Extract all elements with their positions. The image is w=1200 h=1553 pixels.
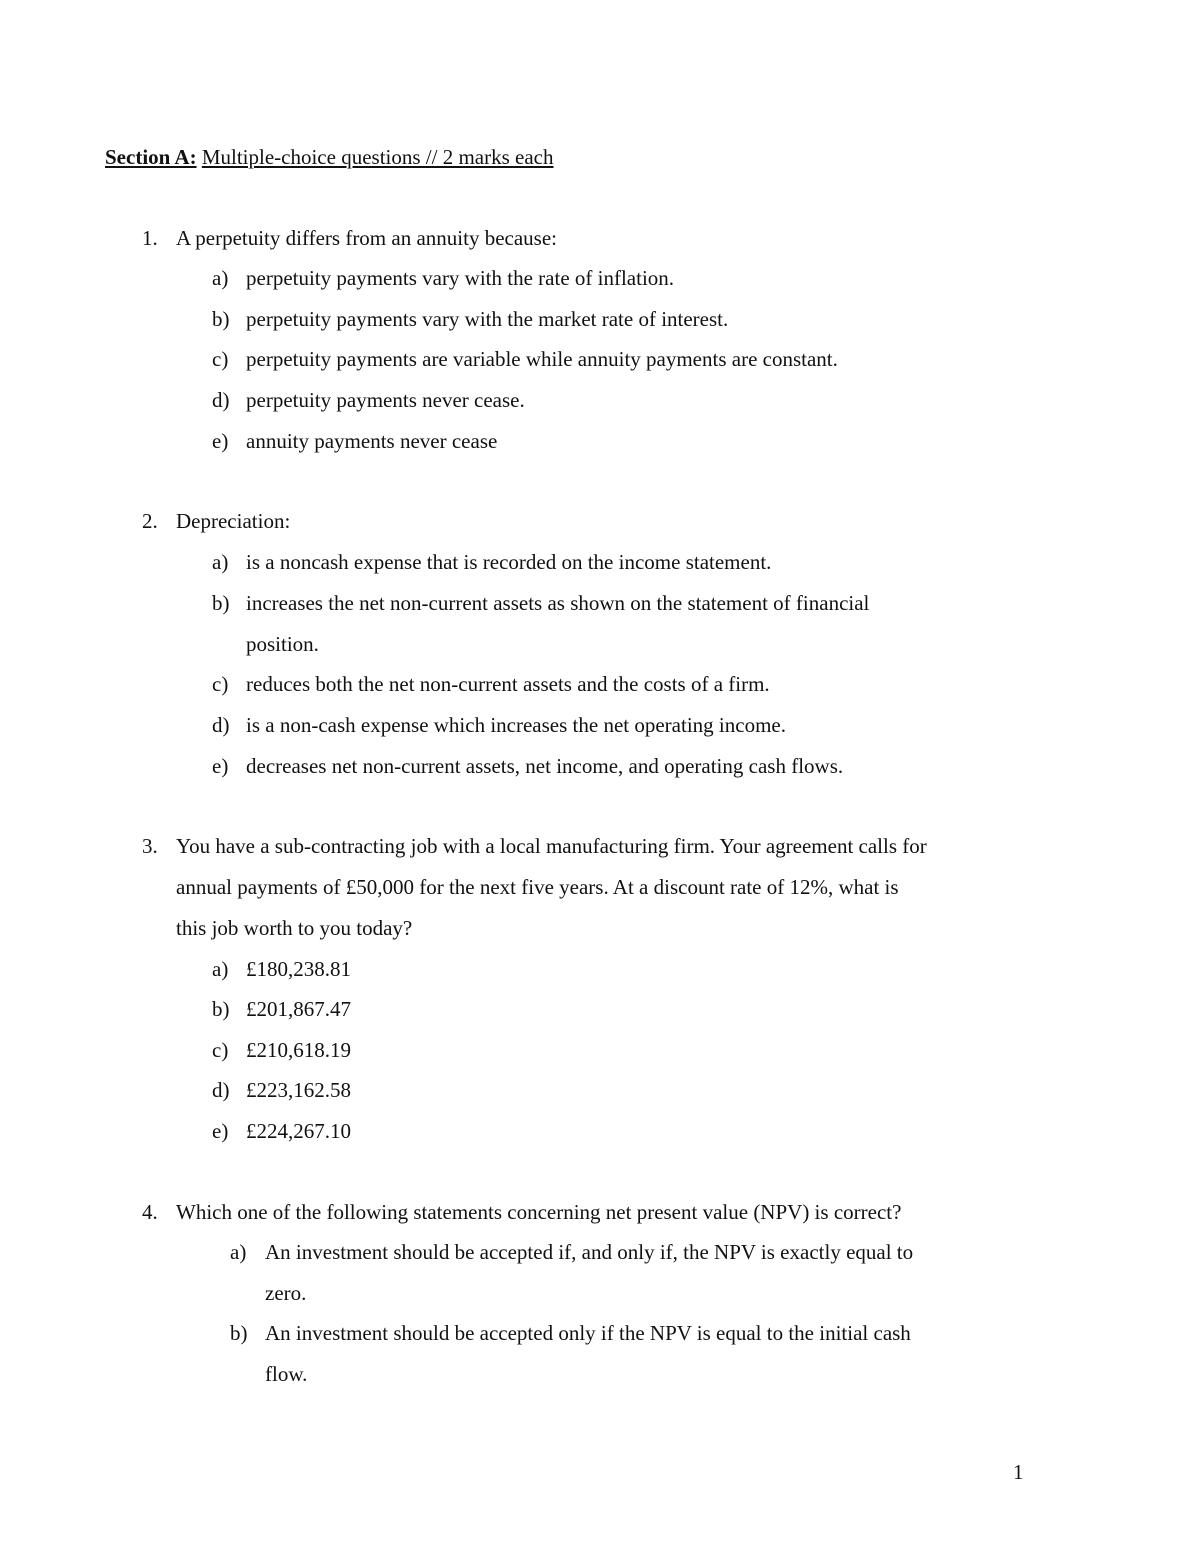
option-text: perpetuity payments vary with the rate of inflation.	[246, 266, 675, 290]
question-number: 3.	[142, 834, 158, 858]
option-text: is a noncash expense that is recorded on the income statement.	[246, 550, 772, 574]
option-text: reduces both the net non-current assets and the costs of a firm.	[246, 672, 770, 696]
option-letter: b)	[230, 1321, 248, 1345]
question-stem-continued: this job worth to you today?	[176, 916, 413, 940]
option-text-continued: flow.	[265, 1362, 308, 1386]
option-text: An investment should be accepted if, and only if, the NPV is exactly equal to	[265, 1240, 914, 1264]
question-number: 1.	[142, 226, 158, 250]
option-text: decreases net non-current assets, net income, and operating cash flows.	[246, 754, 844, 778]
option-letter: b)	[212, 307, 230, 331]
option-letter: a)	[212, 957, 229, 981]
section-subtitle: Multiple-choice questions // 2 marks each	[201, 145, 554, 169]
option-text: perpetuity payments vary with the market rate of interest.	[246, 307, 729, 331]
section-heading	[105, 145, 554, 169]
option-text-continued: zero.	[265, 1281, 307, 1305]
option-letter: b)	[212, 997, 230, 1021]
question-stem: Depreciation:	[176, 509, 291, 533]
option-letter: d)	[212, 388, 230, 412]
option-letter: d)	[212, 713, 230, 737]
option-text-continued: position.	[246, 632, 319, 656]
page-number: 1	[1013, 1460, 1024, 1484]
question-number: 2.	[142, 509, 158, 533]
option-letter: d)	[212, 1078, 230, 1102]
section-label: Section A:	[105, 145, 197, 169]
option-letter: a)	[230, 1240, 247, 1264]
option-text: £201,867.47	[246, 997, 351, 1021]
question-stem: You have a sub-contracting job with a local manufacturing firm. Your agreement calls for	[176, 834, 927, 858]
question-number: 4.	[142, 1200, 158, 1224]
option-letter: b)	[212, 591, 230, 615]
option-text: £223,162.58	[246, 1078, 351, 1102]
option-text: is a non-cash expense which increases the net operating income.	[246, 713, 786, 737]
option-text: £224,267.10	[246, 1119, 351, 1143]
option-text: An investment should be accepted only if the NPV is equal to the initial cash	[265, 1321, 911, 1345]
option-text: £210,618.19	[246, 1038, 351, 1062]
option-letter: a)	[212, 550, 229, 574]
question-stem: A perpetuity differs from an annuity because:	[176, 226, 557, 250]
option-letter: c)	[212, 1038, 229, 1062]
option-text: perpetuity payments never cease.	[246, 388, 525, 412]
option-letter: e)	[212, 1119, 229, 1143]
option-text: perpetuity payments are variable while annuity payments are constant.	[246, 347, 838, 371]
question-stem-continued: annual payments of £50,000 for the next five years. At a discount rate of 12%, what is	[176, 875, 899, 899]
option-letter: c)	[212, 347, 229, 371]
option-letter: a)	[212, 266, 229, 290]
option-letter: c)	[212, 672, 229, 696]
option-letter: e)	[212, 754, 229, 778]
option-letter: e)	[212, 429, 229, 453]
option-text: £180,238.81	[246, 957, 351, 981]
question-stem: Which one of the following statements concerning net present value (NPV) is correct?	[176, 1200, 902, 1224]
option-text: increases the net non-current assets as shown on the statement of financial	[246, 591, 870, 615]
option-text: annuity payments never cease	[246, 429, 498, 453]
